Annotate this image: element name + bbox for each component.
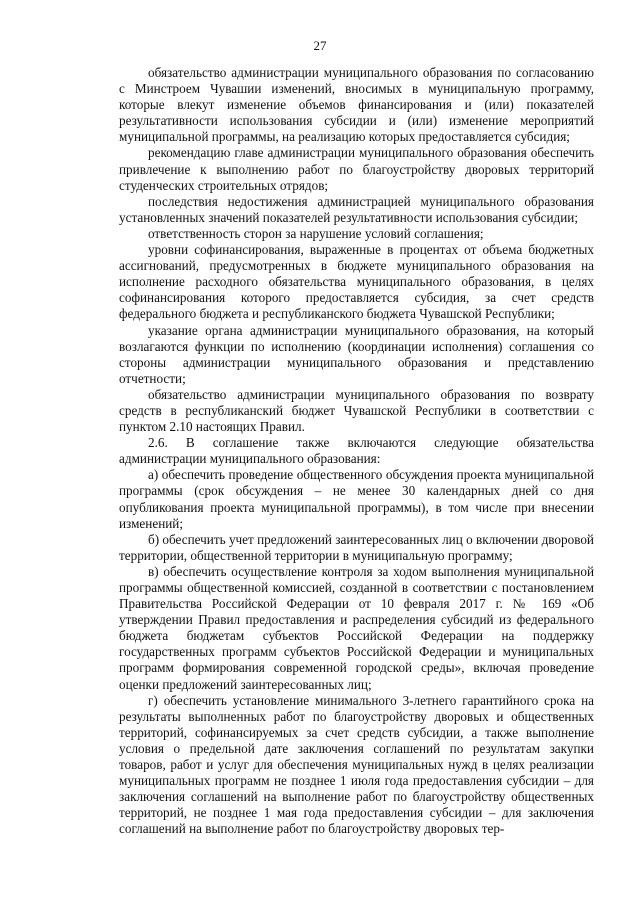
paragraph: обязательство администрации муниципального образования по возврату средств в республиканский бюджет Чувашской Республики в соответствии с пунктом 2.10 настоящих Правил. [119, 386, 594, 435]
paragraph: уровни софинансирования, выраженные в процентах от объема бюджетных ассигнований, предусмотренных в бюджете муниципального образования на исполнение расходного обязательства муниципального образования, в целях софинансирования которого предоставляется субсидия, за счет средств федерального бюджета и республиканского бюджета Чувашской Республики; [119, 242, 594, 322]
paragraph: обязательство администрации муниципального образования по согласованию с Минстроем Чувашии изменений, вносимых в муниципальную программу, которые влекут изменение объемов финансирования и (или) показателей результативности использования субсидии и (или) изменение мероприятий муниципальной программы, на реализацию которых предоставляется субсидия; [119, 65, 594, 145]
paragraph: рекомендацию главе администрации муниципального образования обеспечить привлечение к выполнению работ по благоустройству дворовых территорий студенческих строительных отрядов; [119, 145, 594, 193]
paragraph: 2.6. В соглашение также включаются следующие обязательства администрации муниципального образования: [119, 435, 594, 467]
paragraph: а) обеспечить проведение общественного обсуждения проекта муниципальной программы (срок обсуждения – не менее 30 календарных дней со дня опубликования проекта муниципальной программы), в том числе при внесении изменений; [119, 467, 594, 531]
paragraph: ответственность сторон за нарушение условий соглашения; [148, 225, 484, 241]
paragraph: б) обеспечить учет предложений заинтересованных лиц о включении дворовой территории, общественной территории в муниципальную программу; [119, 531, 594, 563]
paragraph: указание органа администрации муниципального образования, на который возлагаются функции по исполнению (координации исполнения) соглашения со стороны администрации муниципального образования и представлению отчетности; [119, 322, 594, 386]
page-number: 27 [313, 38, 327, 53]
paragraph: г) обеспечить установление минимального 3-летнего гарантийного срока на результаты выполненных работ по благоустройству дворовых и общественных территорий, софинансируемых за счет средств субсидии, а также выполнение условия о предельной дате заключения соглашений по результатам закупки товаров, работ и услуг для обеспечения муниципальных нужд в целях реализации муниципальных программ не позднее 1 июля года предоставления субсидии – для заключения соглашений на выполнение работ по благоустройству общественных территорий, не позднее 1 мая года предоставления субсидии – для заключения соглашений на выполнение работ по благоустройству дворовых тер- [119, 692, 594, 837]
paragraph: в) обеспечить осуществление контроля за ходом выполнения муниципальной программы общественной комиссией, созданной в соответствии с постановлением Правительства Российской Федерации от 10 февраля 2017 г. № 169 «Об утверждении Правил предоставления и распределения субсидий из федерального бюджета бюджетам субъектов Российской Федерации на поддержку государственных программ субъектов Российской Федерации и муниципальных программ формирования современной городской среды», включая проведение оценки предложений заинтересованных лиц; [119, 563, 594, 692]
paragraph: последствия недостижения администрацией муниципального образования установленных значений показателей результативности использования субсидии; [119, 193, 594, 225]
document-body [119, 65, 594, 838]
